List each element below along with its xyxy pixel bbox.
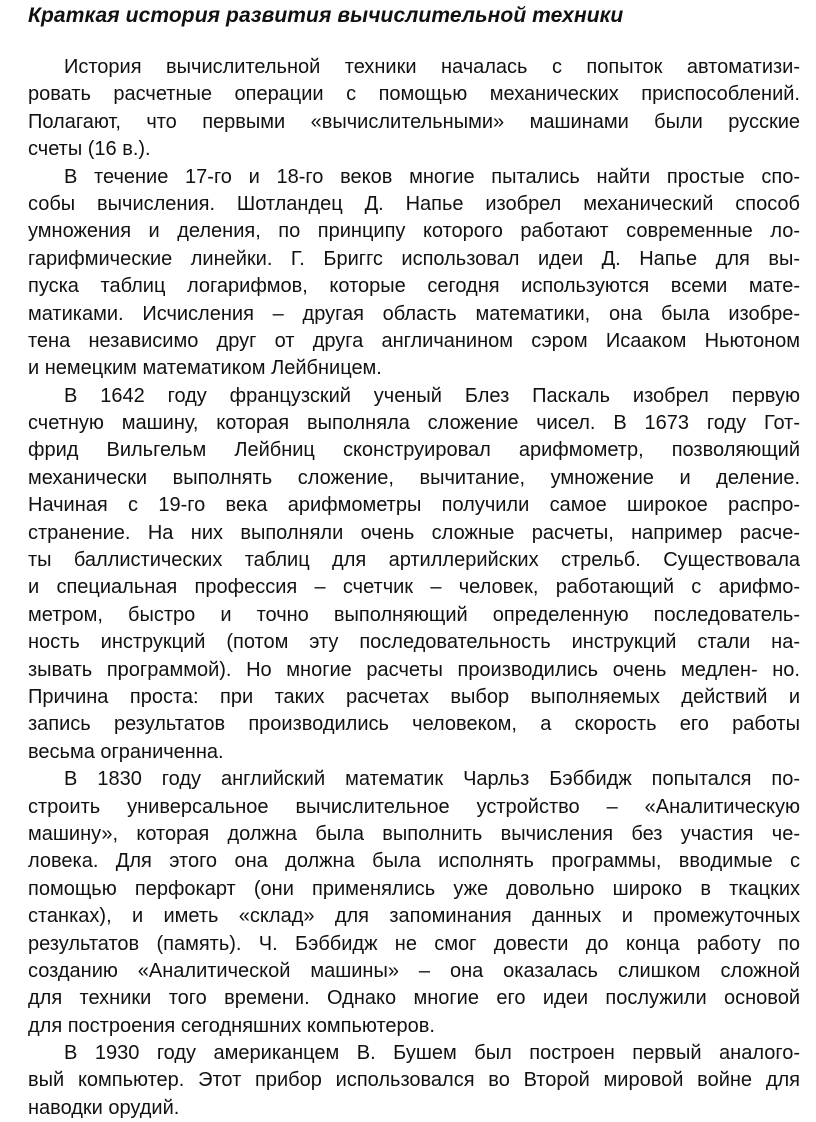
text-line: матиками. Исчисления – другая область математики, она была изобре-	[28, 302, 800, 325]
text-line: ловека. Для этого она должна была исполнять программы, вводимые с	[28, 850, 800, 873]
text-line: для техники того времени. Однако многие его идеи послужили основой	[28, 987, 800, 1010]
paragraph	[28, 54, 800, 164]
text-line: метром, быстро и точно выполняющий определенную последователь-	[28, 603, 800, 626]
text-line: вый компьютер. Этот прибор использовался во Второй мировой войне для	[28, 1069, 800, 1092]
text-line: ты баллистических таблиц для артиллерийских стрельб. Существовала	[28, 549, 800, 572]
text-line: В 1930 году американцем В. Бушем был построен первый аналого-	[64, 1042, 800, 1065]
text-line: Полагают, что первыми «вычислительными» машинами были русские	[28, 110, 800, 133]
text-line: механически выполнять сложение, вычитание, умножение и деление.	[28, 466, 800, 489]
text-line: строить универсальное вычислительное устройство – «Аналитическую	[28, 795, 800, 818]
text-line: для построения сегодняшних компьютеров.	[28, 1014, 435, 1037]
text-line: История вычислительной техники началась с попыток автоматизи-	[64, 56, 800, 78]
text-line: ность инструкций (потом эту последовательность инструкций стали на-	[28, 631, 800, 654]
text-line: умножения и деления, по принципу которого работают современные ло-	[28, 220, 800, 243]
text-line: гарифмические линейки. Г. Бриггс использовал идеи Д. Напье для вы-	[28, 247, 800, 270]
text-line: счеты (16 в.).	[28, 138, 151, 161]
text-line: В 1642 году французский ученый Блез Паскаль изобрел первую	[64, 384, 800, 407]
text-line: машину», которая должна была выполнить вычисления без участия че-	[28, 822, 800, 845]
text-line: и специальная профессия – счетчик – человек, работающий с арифмо-	[28, 576, 800, 599]
paragraph	[28, 164, 800, 383]
text-line: Начиная с 19-го века арифмометры получили самое широкое распро-	[28, 494, 800, 517]
text-line: ровать расчетные операции с помощью механических приспособлений.	[28, 83, 800, 106]
text-line: созданию «Аналитической машины» – она оказалась слишком сложной	[28, 959, 800, 982]
text-line: результатов (память). Ч. Бэббидж не смог довести до конца работу по	[28, 932, 800, 955]
document-body	[28, 54, 800, 1122]
paragraph	[28, 766, 800, 1040]
paragraph	[28, 383, 800, 766]
text-line: помощью перфокарт (они применялись уже довольно широко в ткацких	[28, 877, 800, 900]
text-line: и немецким математиком Лейбницем.	[28, 357, 382, 380]
text-line: весьма ограниченна.	[28, 740, 224, 763]
text-line: пуска таблиц логарифмов, которые сегодня используются всеми мате-	[28, 275, 800, 298]
text-line: запись результатов производились человеком, а скорость его работы	[28, 713, 800, 736]
paragraph	[28, 1040, 800, 1122]
text-line: станках), и иметь «склад» для запоминания данных и промежуточных	[28, 905, 800, 928]
text-line: собы вычисления. Шотландец Д. Напье изобрел механический способ	[28, 192, 800, 215]
text-line: счетную машину, которая выполняла сложение чисел. В 1673 году Гот-	[28, 412, 800, 435]
text-line: тена независимо друг от друга англичанином сэром Исааком Ньютоном	[28, 329, 800, 352]
text-line: В течение 17-го и 18-го веков многие пытались найти простые спо-	[64, 165, 800, 188]
text-line: зывать программой). Но многие расчеты производились очень медлен- но.	[28, 658, 800, 681]
document-title: Краткая история развития вычислительной техники	[28, 4, 624, 27]
text-line: Причина проста: при таких расчетах выбор выполняемых действий и	[28, 685, 800, 708]
text-line: фрид Вильгельм Лейбниц сконструировал арифмометр, позволяющий	[28, 439, 800, 462]
text-line: В 1830 году английский математик Чарльз Бэббидж попытался по-	[64, 768, 800, 791]
text-line: странение. На них выполняли очень сложные расчеты, например расче-	[28, 521, 800, 544]
text-line: наводки орудий.	[28, 1096, 180, 1119]
